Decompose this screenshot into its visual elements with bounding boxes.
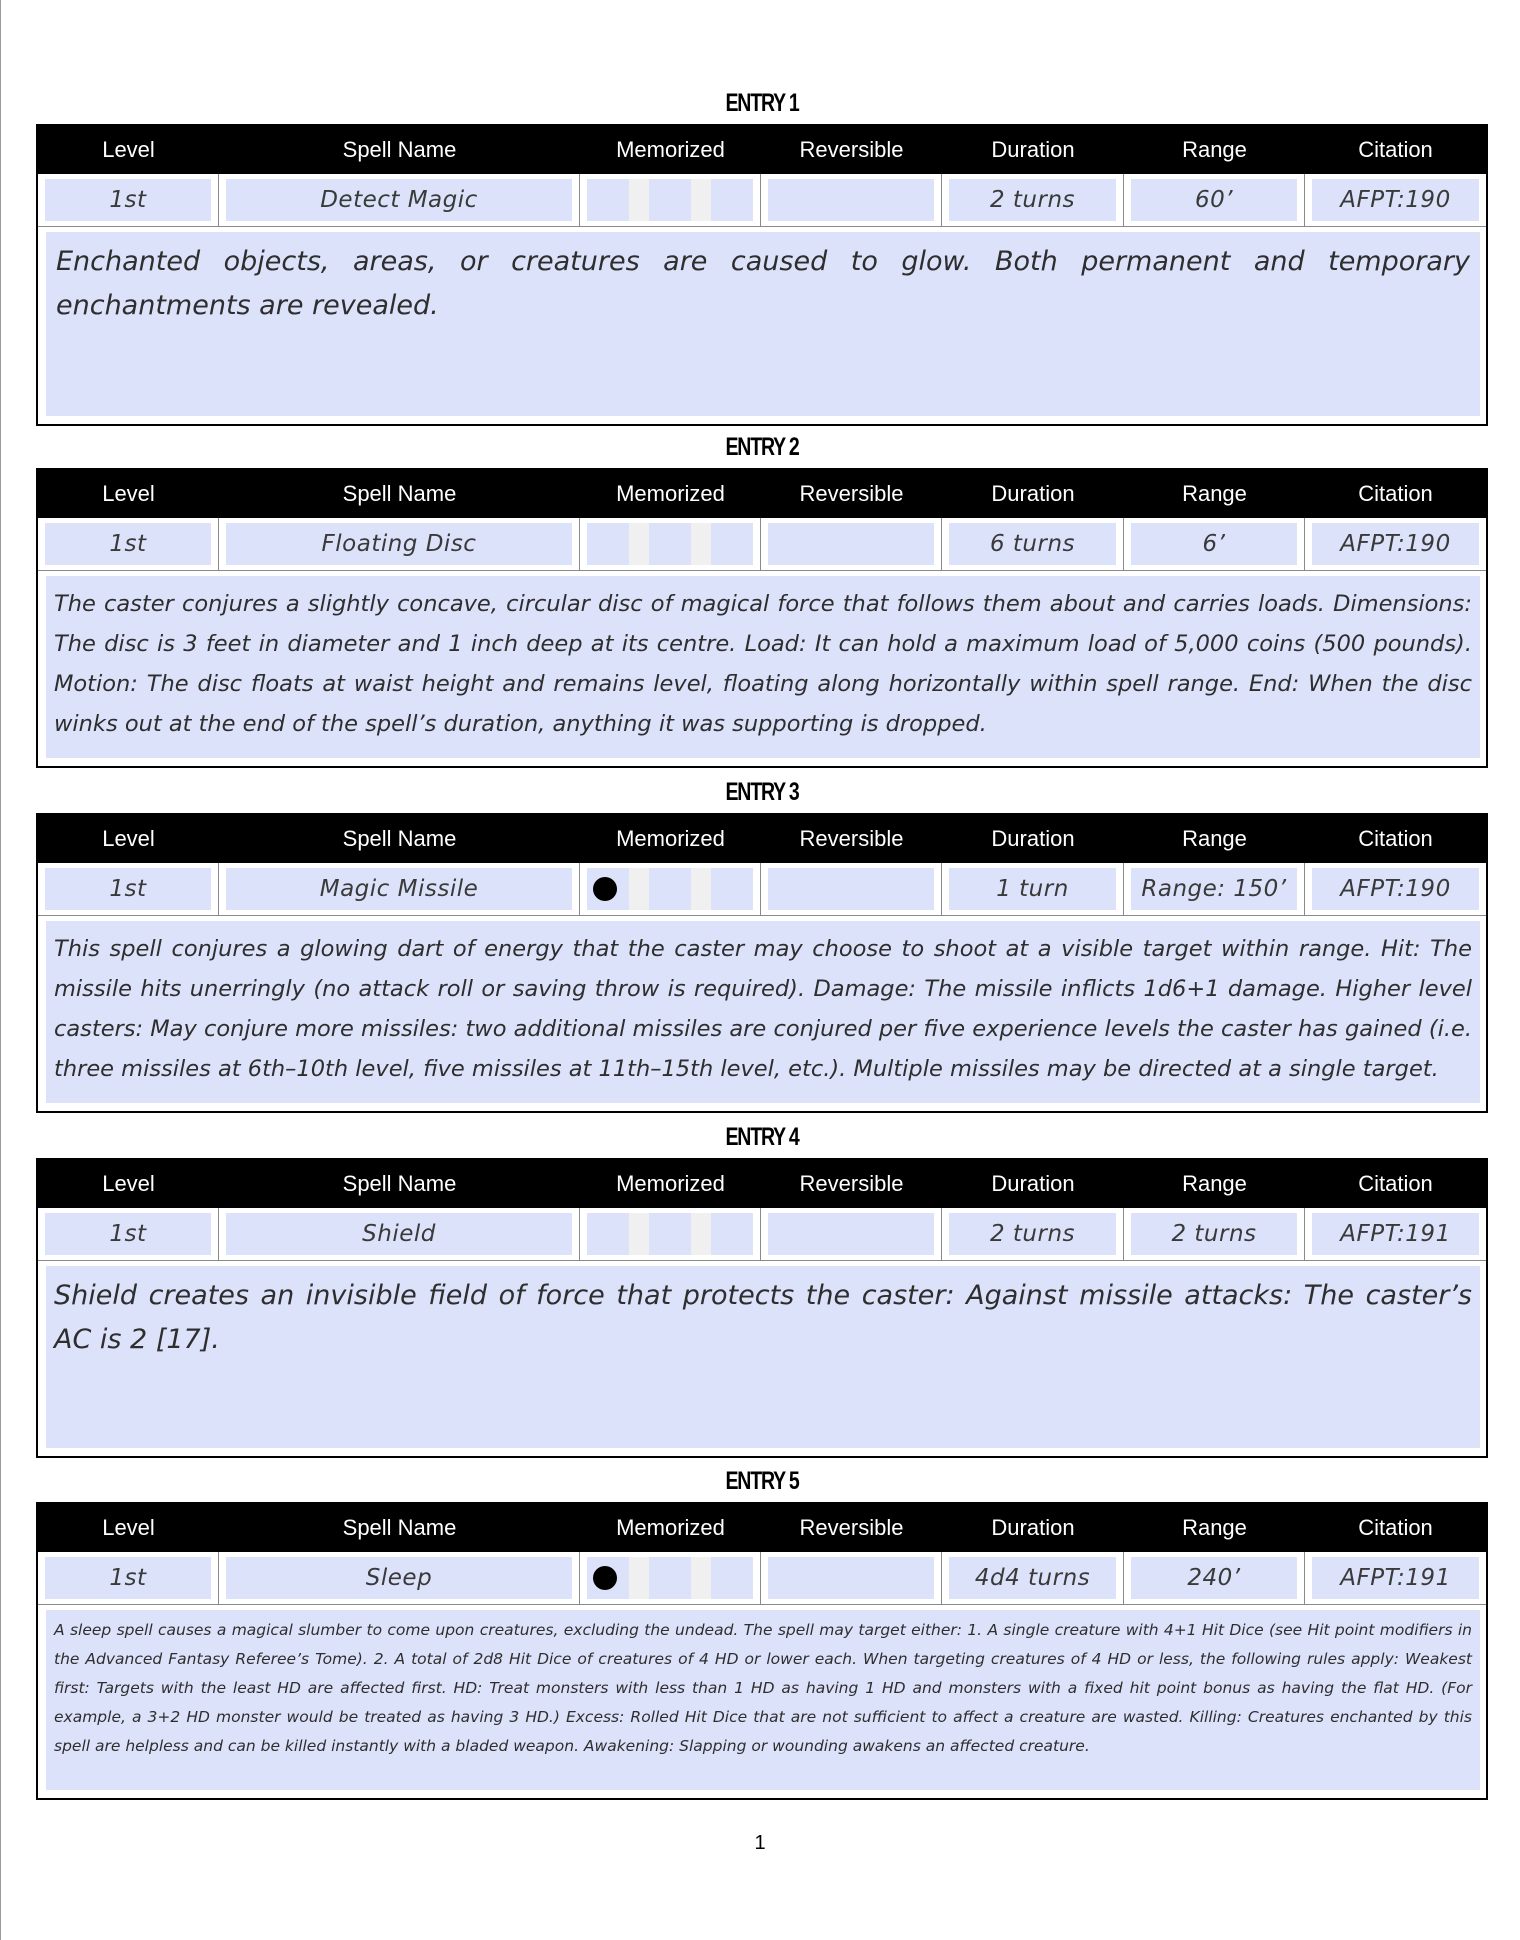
- header-memorized: Memorized: [616, 1171, 725, 1196]
- table-header: [38, 815, 1486, 863]
- memorized-slots: [587, 179, 753, 221]
- header-level: Level: [102, 481, 155, 506]
- page-number: 1: [754, 1832, 766, 1854]
- header-duration: Duration: [991, 481, 1075, 506]
- description-field[interactable]: Shield creates an invisible field of force that protects the caster: Against missile attacks: The caster’s AC is 2 [17].: [46, 1266, 1480, 1448]
- entry-title: ENTRY 4: [725, 1123, 799, 1151]
- memorized-slot-3[interactable]: [711, 1557, 753, 1599]
- header-level: Level: [102, 1515, 155, 1540]
- citation-field[interactable]: AFPT:191: [1312, 1557, 1479, 1599]
- spell-table: [36, 1502, 1488, 1800]
- citation-field[interactable]: AFPT:190: [1312, 523, 1479, 565]
- spell-table: [36, 468, 1488, 768]
- header-citation: Citation: [1358, 1171, 1433, 1196]
- reversible-field[interactable]: [768, 179, 934, 221]
- memorized-slot-2[interactable]: [649, 868, 691, 910]
- header-range: Range: [1182, 1515, 1247, 1540]
- table-header: [38, 1504, 1486, 1552]
- header-range: Range: [1182, 481, 1247, 506]
- table-row: [38, 863, 1486, 916]
- memorized-dot: [593, 877, 617, 901]
- header-citation: Citation: [1358, 137, 1433, 162]
- entry-title: ENTRY 3: [725, 778, 799, 806]
- spell-name-field[interactable]: Detect Magic: [226, 179, 572, 221]
- spell-table: [36, 124, 1488, 426]
- entry-title: ENTRY 2: [725, 433, 799, 461]
- header-reversible: Reversible: [799, 481, 904, 506]
- duration-field[interactable]: 1 turn: [949, 868, 1116, 910]
- header-spell-name: Spell Name: [342, 137, 457, 162]
- header-reversible: Reversible: [799, 1515, 904, 1540]
- memorized-slots: [587, 523, 753, 565]
- spell-name-field[interactable]: Sleep: [226, 1557, 572, 1599]
- header-level: Level: [102, 137, 155, 162]
- memorized-slot-2[interactable]: [649, 1213, 691, 1255]
- header-reversible: Reversible: [799, 826, 904, 851]
- header-spell-name: Spell Name: [342, 481, 457, 506]
- header-spell-name: Spell Name: [342, 826, 457, 851]
- range-field[interactable]: Range: 150’: [1131, 868, 1297, 910]
- header-duration: Duration: [991, 137, 1075, 162]
- reversible-field[interactable]: [768, 523, 934, 565]
- header-range: Range: [1182, 1171, 1247, 1196]
- memorized-slot-3[interactable]: [711, 179, 753, 221]
- header-memorized: Memorized: [616, 481, 725, 506]
- header-reversible: Reversible: [799, 1171, 904, 1196]
- memorized-slot-2[interactable]: [649, 1557, 691, 1599]
- description-field[interactable]: The caster conjures a slightly concave, circular disc of magical force that follows them about and carries loads. Dimensions: The disc is 3 feet in diameter and 1 inch deep at its centre. Load: It can hold a maximum load of 5,000 coins (500 pounds). Motion: The disc floats at waist height and remains level, floating along horizontally within spell range. End: When the disc winks out at the end of the spell’s duration, anything it was supporting is dropped.: [46, 576, 1480, 758]
- description-field[interactable]: This spell conjures a glowing dart of energy that the caster may choose to shoot at a visible target within range. Hit: The missile hits unerringly (no attack roll or saving throw is required). Damage: The missile inflicts 1d6+1 damage. Higher level casters: May conjure more missiles: two additional missiles are conjured per five experience levels the caster has gained (i.e. three missiles at 6th–10th level, five missiles at 11th–15th level, etc.). Multiple missiles may be directed at a single target.: [46, 921, 1480, 1103]
- header-spell-name: Spell Name: [342, 1515, 457, 1540]
- level-field[interactable]: 1st: [45, 1557, 211, 1599]
- header-memorized: Memorized: [616, 137, 725, 162]
- range-field[interactable]: 6’: [1131, 523, 1297, 565]
- header-citation: Citation: [1358, 481, 1433, 506]
- range-field[interactable]: 60’: [1131, 179, 1297, 221]
- citation-field[interactable]: AFPT:191: [1312, 1213, 1479, 1255]
- spell-table: [36, 813, 1488, 1113]
- description-field[interactable]: A sleep spell causes a magical slumber to come upon creatures, excluding the undead. The spell may target either: 1. A single creature with 4+1 Hit Dice (see Hit point modifiers in the Advanced Fantasy Referee’s Tome). 2. A total of 2d8 Hit Dice of creatures of 4 HD or lower each. When targeting creatures of 4 HD or less, the following rules apply: Weakest first: Targets with the least HD are affected first. HD: Treat monsters with less than 1 HD as having 1 HD and monsters with a fixed hit point bonus as having the flat HD. (For example, a 3+2 HD monster would be treated as having 3 HD.) Excess: Rolled Hit Dice that are not sufficient to affect a creature are wasted. Killing: Creatures enchanted by this spell are helpless and can be killed instantly with a bladed weapon. Awakening: Slapping or wounding awakens an affected creature.: [46, 1610, 1480, 1790]
- header-range: Range: [1182, 826, 1247, 851]
- reversible-field[interactable]: [768, 1213, 934, 1255]
- memorized-slots: [587, 1213, 753, 1255]
- level-field[interactable]: 1st: [45, 179, 211, 221]
- reversible-field[interactable]: [768, 1557, 934, 1599]
- spell-name-field[interactable]: Magic Missile: [226, 868, 572, 910]
- table-row: [38, 1208, 1486, 1261]
- table-row: [38, 518, 1486, 571]
- header-duration: Duration: [991, 1171, 1075, 1196]
- header-level: Level: [102, 826, 155, 851]
- memorized-slot-1[interactable]: [587, 1213, 629, 1255]
- level-field[interactable]: 1st: [45, 523, 211, 565]
- memorized-slot-2[interactable]: [649, 179, 691, 221]
- spell-table: [36, 1158, 1488, 1458]
- description-field[interactable]: Enchanted objects, areas, or creatures are caused to glow. Both permanent and temporary enchantments are revealed.: [46, 232, 1480, 416]
- page-left-edge: [0, 0, 1, 1940]
- header-memorized: Memorized: [616, 1515, 725, 1540]
- header-spell-name: Spell Name: [342, 1171, 457, 1196]
- level-field[interactable]: 1st: [45, 868, 211, 910]
- range-field[interactable]: 240’: [1131, 1557, 1297, 1599]
- header-level: Level: [102, 1171, 155, 1196]
- memorized-slots: [587, 868, 753, 910]
- spell-name-field[interactable]: Shield: [226, 1213, 572, 1255]
- table-header: [38, 1160, 1486, 1208]
- spell-name-field[interactable]: Floating Disc: [226, 523, 572, 565]
- header-reversible: Reversible: [799, 137, 904, 162]
- header-duration: Duration: [991, 826, 1075, 851]
- memorized-slot-2[interactable]: [649, 523, 691, 565]
- table-row: [38, 1552, 1486, 1605]
- memorized-slot-1[interactable]: [587, 179, 629, 221]
- memorized-slot-3[interactable]: [711, 1213, 753, 1255]
- entry-title: ENTRY 5: [725, 1467, 799, 1495]
- reversible-field[interactable]: [768, 868, 934, 910]
- header-range: Range: [1182, 137, 1247, 162]
- duration-field[interactable]: 2 turns: [949, 1213, 1116, 1255]
- duration-field[interactable]: 4d4 turns: [949, 1557, 1116, 1599]
- memorized-slot-3[interactable]: [711, 868, 753, 910]
- memorized-slot-3[interactable]: [711, 523, 753, 565]
- memorized-slots: [587, 1557, 753, 1599]
- table-header: [38, 470, 1486, 518]
- level-field[interactable]: 1st: [45, 1213, 211, 1255]
- table-header: [38, 126, 1486, 174]
- header-citation: Citation: [1358, 1515, 1433, 1540]
- header-memorized: Memorized: [616, 826, 725, 851]
- header-citation: Citation: [1358, 826, 1433, 851]
- header-duration: Duration: [991, 1515, 1075, 1540]
- duration-field[interactable]: 2 turns: [949, 179, 1116, 221]
- range-field[interactable]: 2 turns: [1131, 1213, 1297, 1255]
- memorized-slot-1[interactable]: [587, 1557, 629, 1599]
- table-row: [38, 174, 1486, 227]
- entry-title: ENTRY 1: [725, 89, 799, 117]
- citation-field[interactable]: AFPT:190: [1312, 868, 1479, 910]
- duration-field[interactable]: 6 turns: [949, 523, 1116, 565]
- citation-field[interactable]: AFPT:190: [1312, 179, 1479, 221]
- memorized-slot-1[interactable]: [587, 868, 629, 910]
- memorized-dot: [593, 1566, 617, 1590]
- memorized-slot-1[interactable]: [587, 523, 629, 565]
